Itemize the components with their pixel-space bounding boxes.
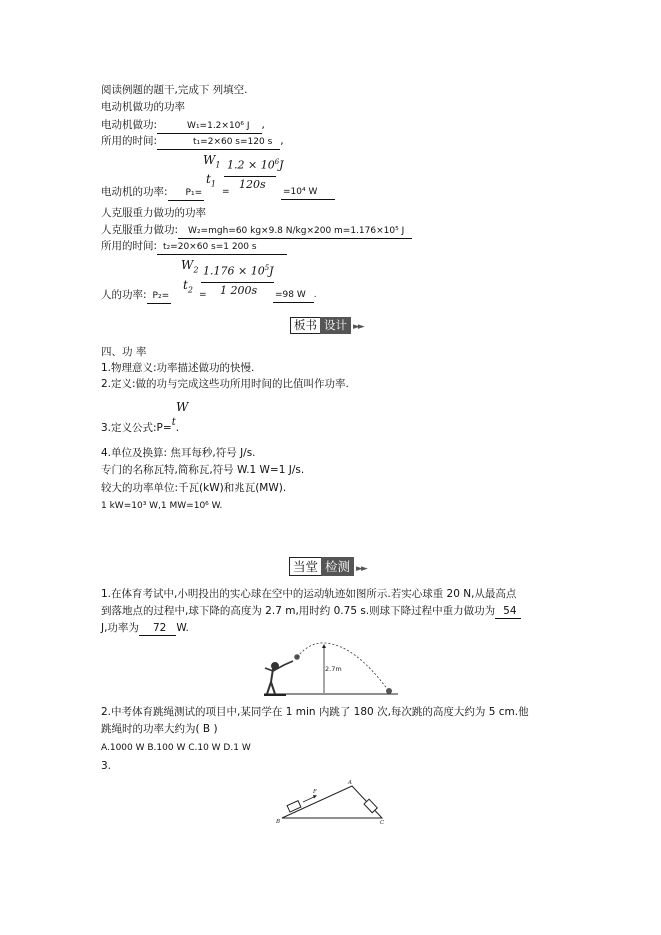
person-time-line — [101, 240, 287, 255]
board-item-3: 3.定义公式:P=t. — [101, 417, 180, 434]
double-arrow-icon: ►► — [353, 322, 363, 332]
person-heading: 人克服重力做功的功率 — [101, 207, 206, 219]
motor-frac-num: $W_1$ — [203, 153, 221, 170]
person-eq: = — [199, 290, 207, 300]
board-item-4d: 1 kW=10³ W,1 MW=10⁶ W. — [101, 501, 223, 511]
person-power-label: 人的功率: — [101, 289, 147, 301]
in-class-check-banner — [289, 557, 366, 574]
person-work-label: 人克服重力做功: — [101, 224, 179, 236]
motor-time-line — [101, 135, 284, 150]
board-title: 四、功 率 — [101, 346, 147, 358]
vertex-b-label: B — [276, 819, 281, 824]
motor-power-answer: P₁= — [168, 187, 205, 201]
motor-heading: 电动机做功的功率 — [101, 101, 185, 113]
question-1-line-3: J,功率为 72 W. — [101, 622, 189, 634]
motor-work-label: 电动机做功: — [101, 119, 158, 131]
board-formula-den: t — [171, 417, 176, 428]
person-result: =98 W . — [273, 289, 317, 303]
question-1-line-2: 到落地点的过程中,球下降的高度为 2.7 m,用时约 0.75 s.则球下降过程中重力做功为 54 — [101, 605, 521, 619]
shot-put-figure — [262, 638, 404, 700]
motor-value-num: $1.2 \times 10^6J$ — [227, 158, 284, 172]
question-3-number: 3. — [101, 760, 112, 772]
student-icon — [265, 661, 293, 694]
motor-time-answer: t₁=2×60 s=120 s — [157, 136, 280, 150]
person-power-answer: P₂= — [147, 290, 172, 304]
question-1-line-1: 1.在体育考试中,小明投出的实心球在空中的运动轨迹如图所示.若实心球重 20 N,从最高点 — [101, 588, 517, 600]
incline-figure — [272, 778, 396, 824]
board-item-4b: 专门的名称瓦特,简称瓦,符号 W.1 W=1 J/s. — [101, 464, 305, 476]
motor-time-tail: , — [280, 135, 284, 147]
board-formula-num: W — [176, 400, 189, 414]
board-item-1: 1.物理意义:功率描述做功的快慢. — [101, 362, 255, 374]
board-item-2: 2.定义:做的功与完成这些功所用时间的比值叫作功率. — [101, 378, 349, 390]
question-1-answer-power: 72 — [139, 622, 176, 636]
motor-power-line — [101, 186, 204, 201]
board-item-4: 4.单位及换算: 焦耳每秒,符号 J/s. — [101, 447, 256, 459]
trajectory-path — [297, 643, 388, 690]
person-value-den: 1 200s — [220, 284, 258, 297]
person-work-line — [101, 224, 412, 239]
arrow-head-icon — [322, 644, 326, 648]
ball-landing-icon — [386, 688, 392, 694]
motor-power-label: 电动机的功率: — [101, 186, 168, 198]
question-2-options: A.1000 W B.100 W C.10 W D.1 W — [101, 743, 251, 753]
person-fraction-bar — [201, 282, 274, 283]
motor-eq: = — [222, 187, 230, 197]
ground-line — [264, 694, 398, 695]
board-design-banner — [290, 317, 363, 332]
person-time-answer: t₂=20×60 s=1 200 s — [157, 241, 287, 255]
motor-value-den: 120s — [239, 178, 266, 191]
double-arrow-icon: ►► — [356, 564, 366, 574]
person-frac-num: $W_2$ — [181, 258, 199, 275]
motor-work-answer: W₁=1.2×10⁶ J — [157, 120, 261, 134]
vertex-c-label: C — [380, 820, 385, 824]
motor-result: =10⁴ W — [281, 186, 335, 200]
question-2-line-2: 跳绳时的功率大约为( B ) — [101, 723, 218, 735]
check-banner-left: 当堂 — [289, 557, 322, 576]
force-label: F — [313, 789, 317, 795]
person-value-num: $1.176 \times 10^5J$ — [203, 264, 274, 278]
arrow-head-icon — [313, 795, 317, 799]
person-frac-den: $t_2$ — [183, 278, 193, 295]
motor-work-line — [101, 119, 265, 134]
height-label: 2.7m — [325, 665, 342, 673]
motor-work-tail: , — [261, 119, 265, 131]
motor-fraction-bar — [224, 176, 276, 177]
intro-text: 阅读例题的题干,完成下 列填空. — [101, 84, 248, 96]
person-work-answer: W₂=mgh=60 kg×9.8 N/kg×200 m=1.176×10⁵ J — [178, 225, 412, 239]
board-banner-right: 设计 — [320, 317, 351, 334]
motor-time-label: 所用的时间: — [101, 135, 158, 147]
person-power-line — [101, 289, 171, 304]
question-2-line-1: 2.中考体育跳绳测试的项目中,某同学在 1 min 内跳了 180 次,每次跳的高度大约为 5 cm.他 — [101, 706, 529, 718]
board-banner-left: 板书 — [290, 317, 321, 334]
board-item-4c: 较大的功率单位:千瓦(kW)和兆瓦(MW). — [101, 482, 287, 494]
question-1-answer-work: 54 — [495, 605, 520, 619]
vertex-a-label: A — [348, 780, 352, 786]
motor-frac-den: $t_1$ — [206, 172, 216, 189]
person-time-label: 所用的时间: — [101, 240, 158, 252]
check-banner-right: 检测 — [321, 557, 354, 576]
